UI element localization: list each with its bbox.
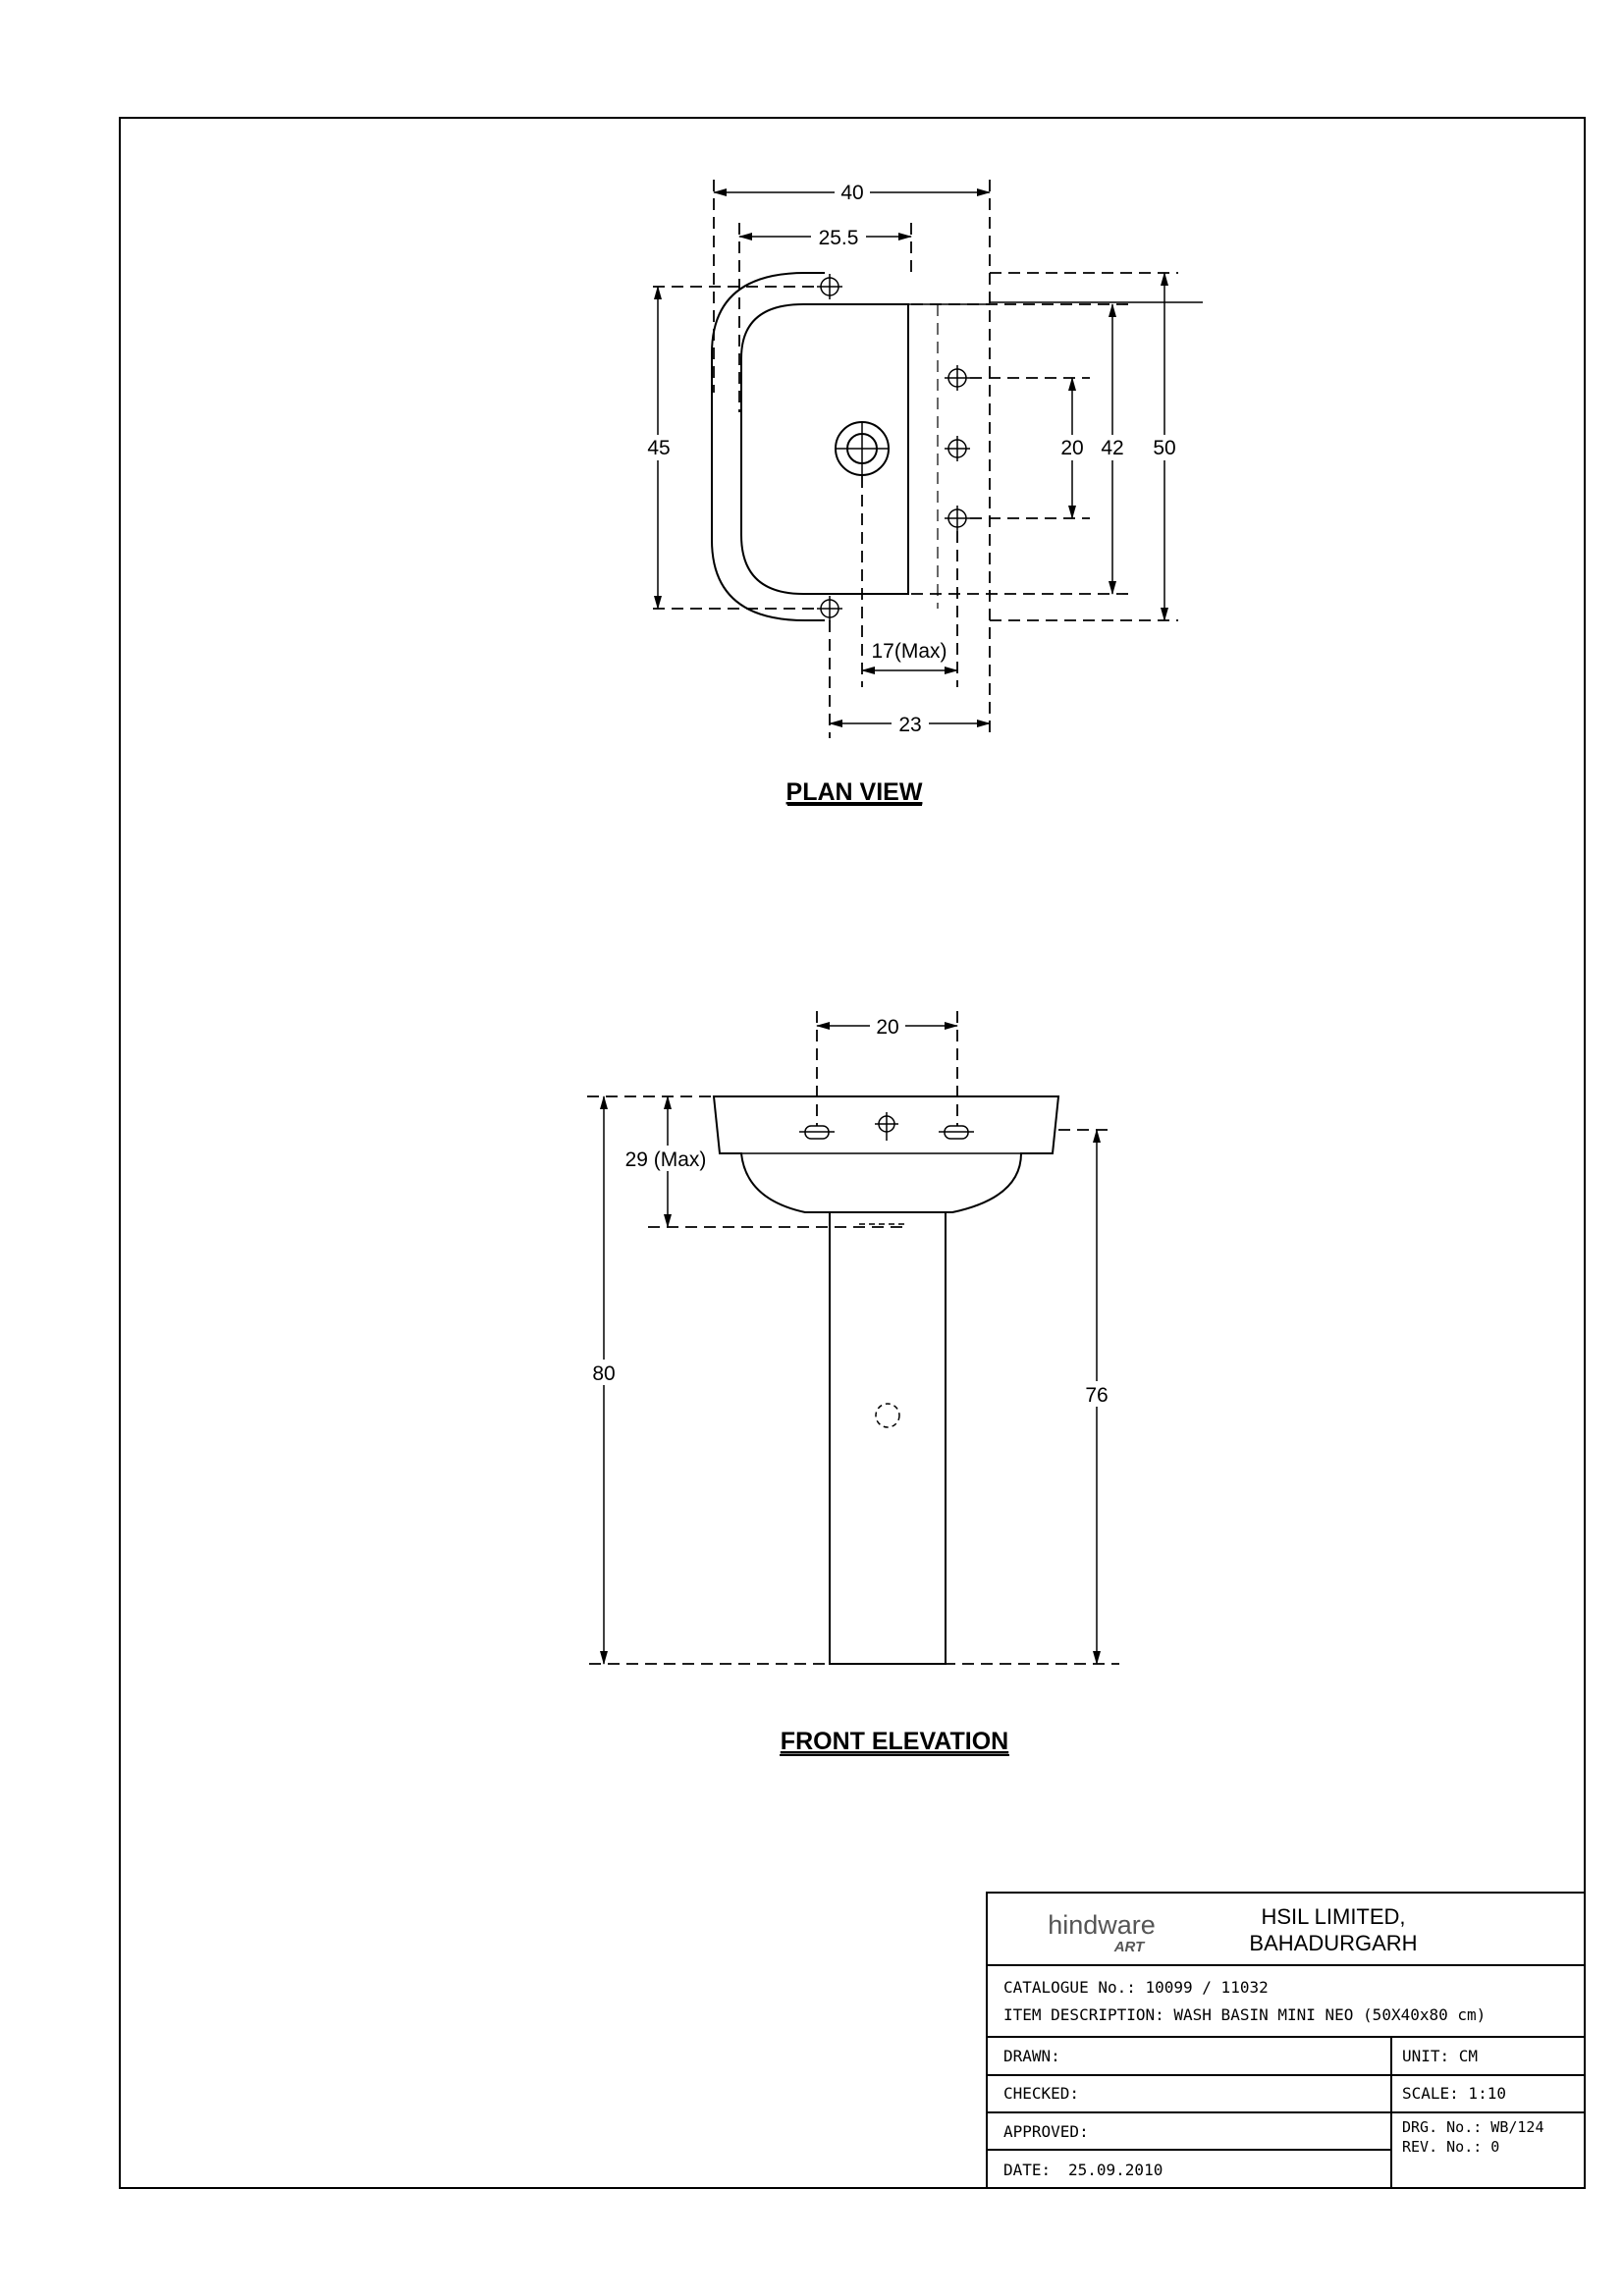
tap-hole-2 — [945, 436, 970, 461]
tap-hole-3 — [945, 506, 970, 531]
pedestal-hole — [876, 1404, 899, 1427]
dim-basin-height: 29 (Max) — [624, 1148, 707, 1171]
fixing-hole-bottom — [817, 596, 842, 621]
checked-label: CHECKED: — [1003, 2084, 1080, 2103]
catalogue-number: CATALOGUE No.: 10099 / 11032 — [1003, 1978, 1269, 1997]
dim-side-depth: 45 — [647, 437, 671, 459]
date-label: DATE: — [1003, 2161, 1052, 2179]
approved-label: APPROVED: — [1003, 2122, 1089, 2141]
basin-outer-outline — [712, 273, 825, 620]
dim-wall-offset: 23 — [898, 714, 922, 736]
tap-hole-front — [875, 1112, 898, 1141]
hindware-logo-sub: ART — [1113, 1939, 1145, 1955]
scale-value: SCALE: 1:10 — [1402, 2084, 1506, 2103]
item-description: ITEM DESCRIPTION: WASH BASIN MINI NEO (50X40x80 cm) — [1003, 2005, 1487, 2024]
dim-overall-width: 40 — [840, 182, 864, 204]
company-line1: HSIL LIMITED, — [1261, 1904, 1406, 1929]
hindware-logo: hindware — [1048, 1910, 1156, 1940]
dim-tap-spacing: 20 — [1060, 437, 1084, 459]
fixing-hole-top — [817, 274, 842, 299]
pedestal — [830, 1212, 946, 1664]
unit-value: UNIT: CM — [1402, 2047, 1479, 2065]
plan-view-title: PLAN VIEW — [785, 778, 923, 806]
dim-total-height: 80 — [592, 1362, 616, 1385]
dim-waste-offset: 17(Max) — [871, 640, 947, 663]
slot-right — [939, 1126, 974, 1139]
dim-bowl-width: 25.5 — [818, 227, 859, 249]
revision-number: REV. No.: 0 — [1402, 2138, 1500, 2156]
date-value: 25.09.2010 — [1068, 2161, 1163, 2179]
dim-inner-depth: 42 — [1101, 437, 1124, 459]
dim-rim-height: 76 — [1085, 1384, 1109, 1407]
slot-left — [799, 1126, 835, 1139]
tap-hole-1 — [945, 365, 970, 391]
front-elevation-title: FRONT ELEVATION — [780, 1728, 1009, 1755]
drawn-label: DRAWN: — [1003, 2047, 1060, 2065]
drawing-number: DRG. No.: WB/124 — [1402, 2118, 1544, 2136]
dim-top-hole-spacing: 20 — [876, 1016, 899, 1039]
dim-overall-depth: 50 — [1153, 437, 1176, 459]
front-elevation — [587, 1011, 1119, 1664]
company-line2: BAHADURGARH — [1249, 1931, 1418, 1955]
